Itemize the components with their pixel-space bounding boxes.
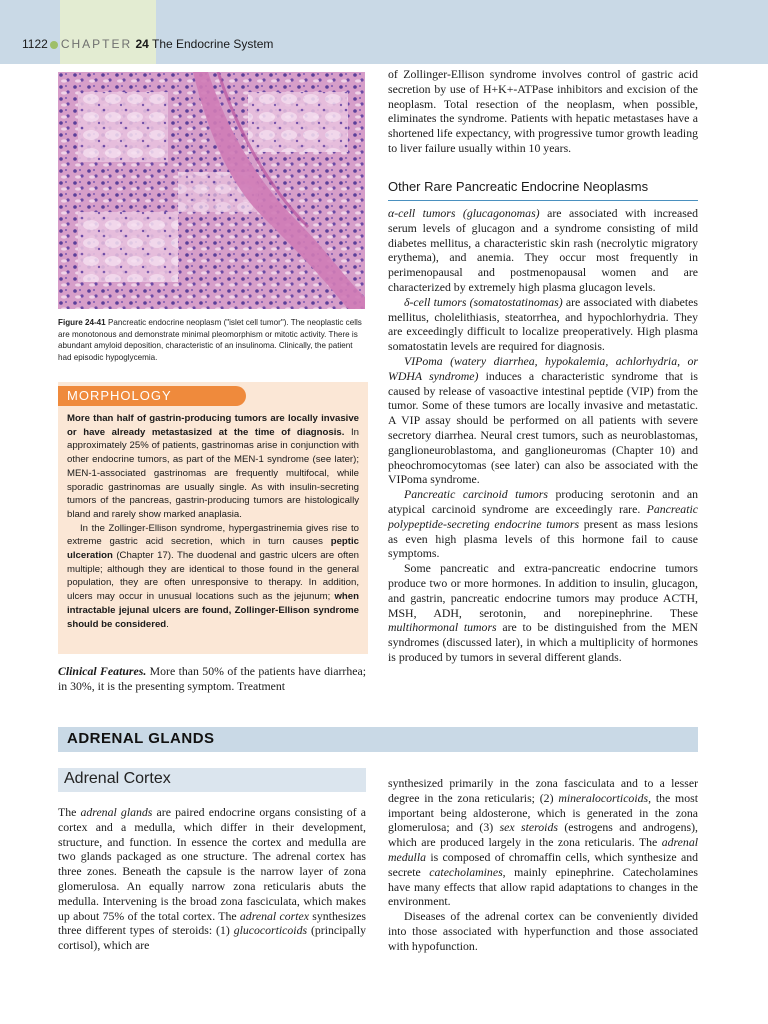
body-text: producing serotonin and an atypical carcinoid syndrome are exceedingly rare. — [388, 487, 699, 516]
chapter-title: The Endocrine System — [151, 37, 274, 51]
morphology-bold-text: More than half of gastrin-producing tumors are locally invasive or have already metastasized at the time of diagnosis. — [67, 413, 359, 438]
emphasis-text: α-cell tumors (glucagonomas) — [388, 206, 540, 220]
heading-rule — [388, 200, 698, 201]
body-text: are associated with increased serum levels of glucagon and a syndrome consisting of mild diabetes mellitus, a characteristic skin rash (necrolytic migratory erythema), and anemia. They occur most frequently in perimenopausal and postmenopausal women and are characterized by extremely high plasma glucagon levels. — [388, 206, 699, 294]
morphology-box — [58, 382, 368, 654]
multihormonal-paragraph — [388, 561, 698, 665]
rare-neoplasms-heading: Other Rare Pancreatic Endocrine Neoplasms — [388, 179, 649, 194]
running-header — [22, 37, 273, 51]
emphasis-text: adrenal glands — [80, 805, 153, 819]
body-text: are paired endocrine organs consisting of a cortex and a medulla, which differ in their development, structure, and function. In essence the cortex and medulla are two glands packaged as one structure. The adrenal cortex has three zones. Beneath the capsule is the narrow layer of zona glomerulosa. An equally narrow zona reticularis abuts the medulla. Intervening is the broad zona fasciculata, which makes up about 75% of the total cortex. The — [58, 805, 366, 923]
morphology-bold-text: peptic ulceration — [67, 536, 359, 562]
clinical-text: More than 50% of the patients have diarrhea; in 30%, it is the presenting symptom. Treatment — [58, 664, 366, 693]
adrenal-right-column — [388, 776, 698, 954]
emphasis-text: catecholamines — [429, 864, 503, 879]
clinical-lead: Clinical Features. — [58, 664, 147, 678]
morphology-text: In the Zollinger-Ellison syndrome, hypergastrinemia gives rise to extreme gastric acid secretion, which in turn causes — [67, 522, 359, 548]
body-text: synthesized primarily in the zona fasciculata and to a lesser degree in the zona reticularis; (2) — [388, 776, 698, 805]
body-text: are to be distinguished from the MEN syndromes (discussed later), in which a multiplicity of hormones is produced by tumors in several different glands. — [388, 620, 698, 664]
morphology-paragraph — [67, 412, 359, 522]
header-dot-icon — [50, 41, 58, 49]
body-text: , the most important being aldosterone, which is generated in the zona glomerulosa; and (3) — [388, 790, 699, 835]
body-text: is composed of chromaffin cells, which synthesize and secrete — [388, 849, 698, 879]
body-text: The — [58, 805, 81, 819]
figure-label: Figure 24-41 — [58, 318, 106, 327]
adrenal-cortex-bar — [58, 768, 366, 792]
emphasis-text: mineralocorticoids — [558, 790, 649, 805]
emphasis-text: adrenal medulla — [388, 835, 698, 864]
body-text: are associated with diabetes mellitus, cholelithiasis, steatorrhea, and hypochlorhydria. They are exceedingly difficult to localize preoperatively. High plasma somatostatin levels are required for diagnosis. — [388, 294, 698, 354]
page-number: 1122 — [22, 37, 48, 51]
header-accent — [60, 0, 156, 64]
emphasis-text: Pancreatic carcinoid tumors — [404, 487, 548, 502]
body-text: induces a characteristic syndrome that is caused by release of vasoactive intestinal peptide (VIP) from the tumor. Some of these tumors are locally invasive and metastatic. A VIP assay should be performed on all patients with severe secretory diarrhea. Neural crest tumors, such as neuroblastomas, ganglioneuroblastoma, and ganglioneuromas (Chapter 10) and pheochromocytomas (see later) can also be associated with the VIPoma syndrome. — [388, 368, 698, 487]
emphasis-text: adrenal cortex — [239, 908, 309, 923]
figure-caption-text: Pancreatic endocrine neoplasm ("islet cell tumor"). The neoplastic cells are monotonous and demonstrate minimal pleomorphism or mitotic activity. There is abundant amyloid deposition, characteristic of an insulinoma. Clinically, the patient had episodic hypoglycemia. — [58, 318, 362, 362]
morphology-text: In approximately 25% of patients, gastrinomas arise in conjunction with other endocrine tumors, as part of the MEN-1 syndrome (see later); MEN-1-associated gastrinomas are frequently multifocal, while sporadic gastrinomas are usually single. As with insulin-secreting tumors of the pancreas, gastrin-producing tumors are histologically bland and rarely show marked anaplasia. — [67, 426, 359, 520]
micrograph-image — [58, 72, 365, 309]
chapter-number: 24 — [135, 37, 149, 51]
adrenal-cortex-title: Adrenal Cortex — [64, 770, 171, 787]
emphasis-text: sex steroids — [499, 820, 558, 835]
adrenal-section-bar — [58, 727, 698, 752]
adrenal-section-title: ADRENAL GLANDS — [67, 730, 215, 747]
clinical-features — [58, 664, 366, 694]
body-text: , mainly epinephrine. Catecholamines have many effects that allow rapid adaptations to changes in the environment. — [388, 864, 698, 909]
carcinoid-paragraph — [388, 487, 698, 561]
adrenal-left-column — [58, 805, 366, 953]
morphology-title: MORPHOLOGY — [58, 386, 246, 406]
right-continuation — [388, 67, 698, 156]
morphology-body — [67, 412, 359, 631]
emphasis-text: VIPoma (watery diarrhea, hypokalemia, achlorhydria, or WDHA syndrome) — [388, 353, 698, 383]
morphology-text: (Chapter 17). The duodenal and gastric ulcers are often multiple; although they are identical to those found in the general population, they are often unresponsive to therapy. In addition, ulcers may occur in unusual locations such as the jejunum; — [67, 550, 359, 603]
adrenal-intro-paragraph — [58, 805, 366, 953]
body-text: Some pancreatic and extra-pancreatic endocrine tumors produce two or more hormones. In addition to insulin, glucagon, and gastrin, pancreatic endocrine tumors may produce ACTH, MSH, ADH, serotonin, and norepinephrine. These — [388, 561, 698, 620]
figure-caption — [58, 317, 368, 363]
chapter-word: CHAPTER — [60, 37, 133, 51]
body-text: synthesizes three different types of steroids: (1) — [58, 908, 367, 938]
morphology-text: . — [166, 618, 169, 630]
somatostatinoma-paragraph — [388, 295, 698, 354]
emphasis-text: Pancreatic polypeptide-secreting endocrine tumors — [388, 501, 698, 531]
emphasis-text: δ-cell tumors (somatostatinomas) — [404, 294, 563, 309]
morphology-bold-text: when intractable jejunal ulcers are found, Zollinger-Ellison syndrome should be considered — [67, 591, 359, 630]
vipoma-paragraph — [388, 354, 698, 487]
adrenal-diseases-paragraph: Diseases of the adrenal cortex can be conveniently divided into those associated with hyperfunction and those associated with hypofunction. — [388, 909, 698, 953]
body-text: present as mass lesions as even high plasma levels of this hormone fail to cause symptoms. — [388, 516, 698, 561]
emphasis-text: multihormonal tumors — [388, 620, 497, 635]
emphasis-text: glucocorticoids — [233, 923, 308, 938]
body-text: (estrogens and androgens), which are produced largely in the zona reticularis. The — [388, 820, 699, 850]
continuation-paragraph: of Zollinger-Ellison syndrome involves control of gastric acid secretion by use of H+K+-ATPase inhibitors and excision of the neoplasm. Total resection of the neoplasm, when possible, eliminates the syndrome. Patients with hepatic metastases have a shortened life expectancy, with progressive tumor growth leading to liver failure usually within 10 years. — [388, 67, 698, 155]
glucagonoma-paragraph — [388, 206, 698, 295]
morphology-paragraph — [67, 522, 359, 632]
rare-neoplasms-body — [388, 206, 698, 665]
body-text: (principally cortisol), which are — [58, 923, 367, 953]
steroids-paragraph — [388, 776, 698, 909]
